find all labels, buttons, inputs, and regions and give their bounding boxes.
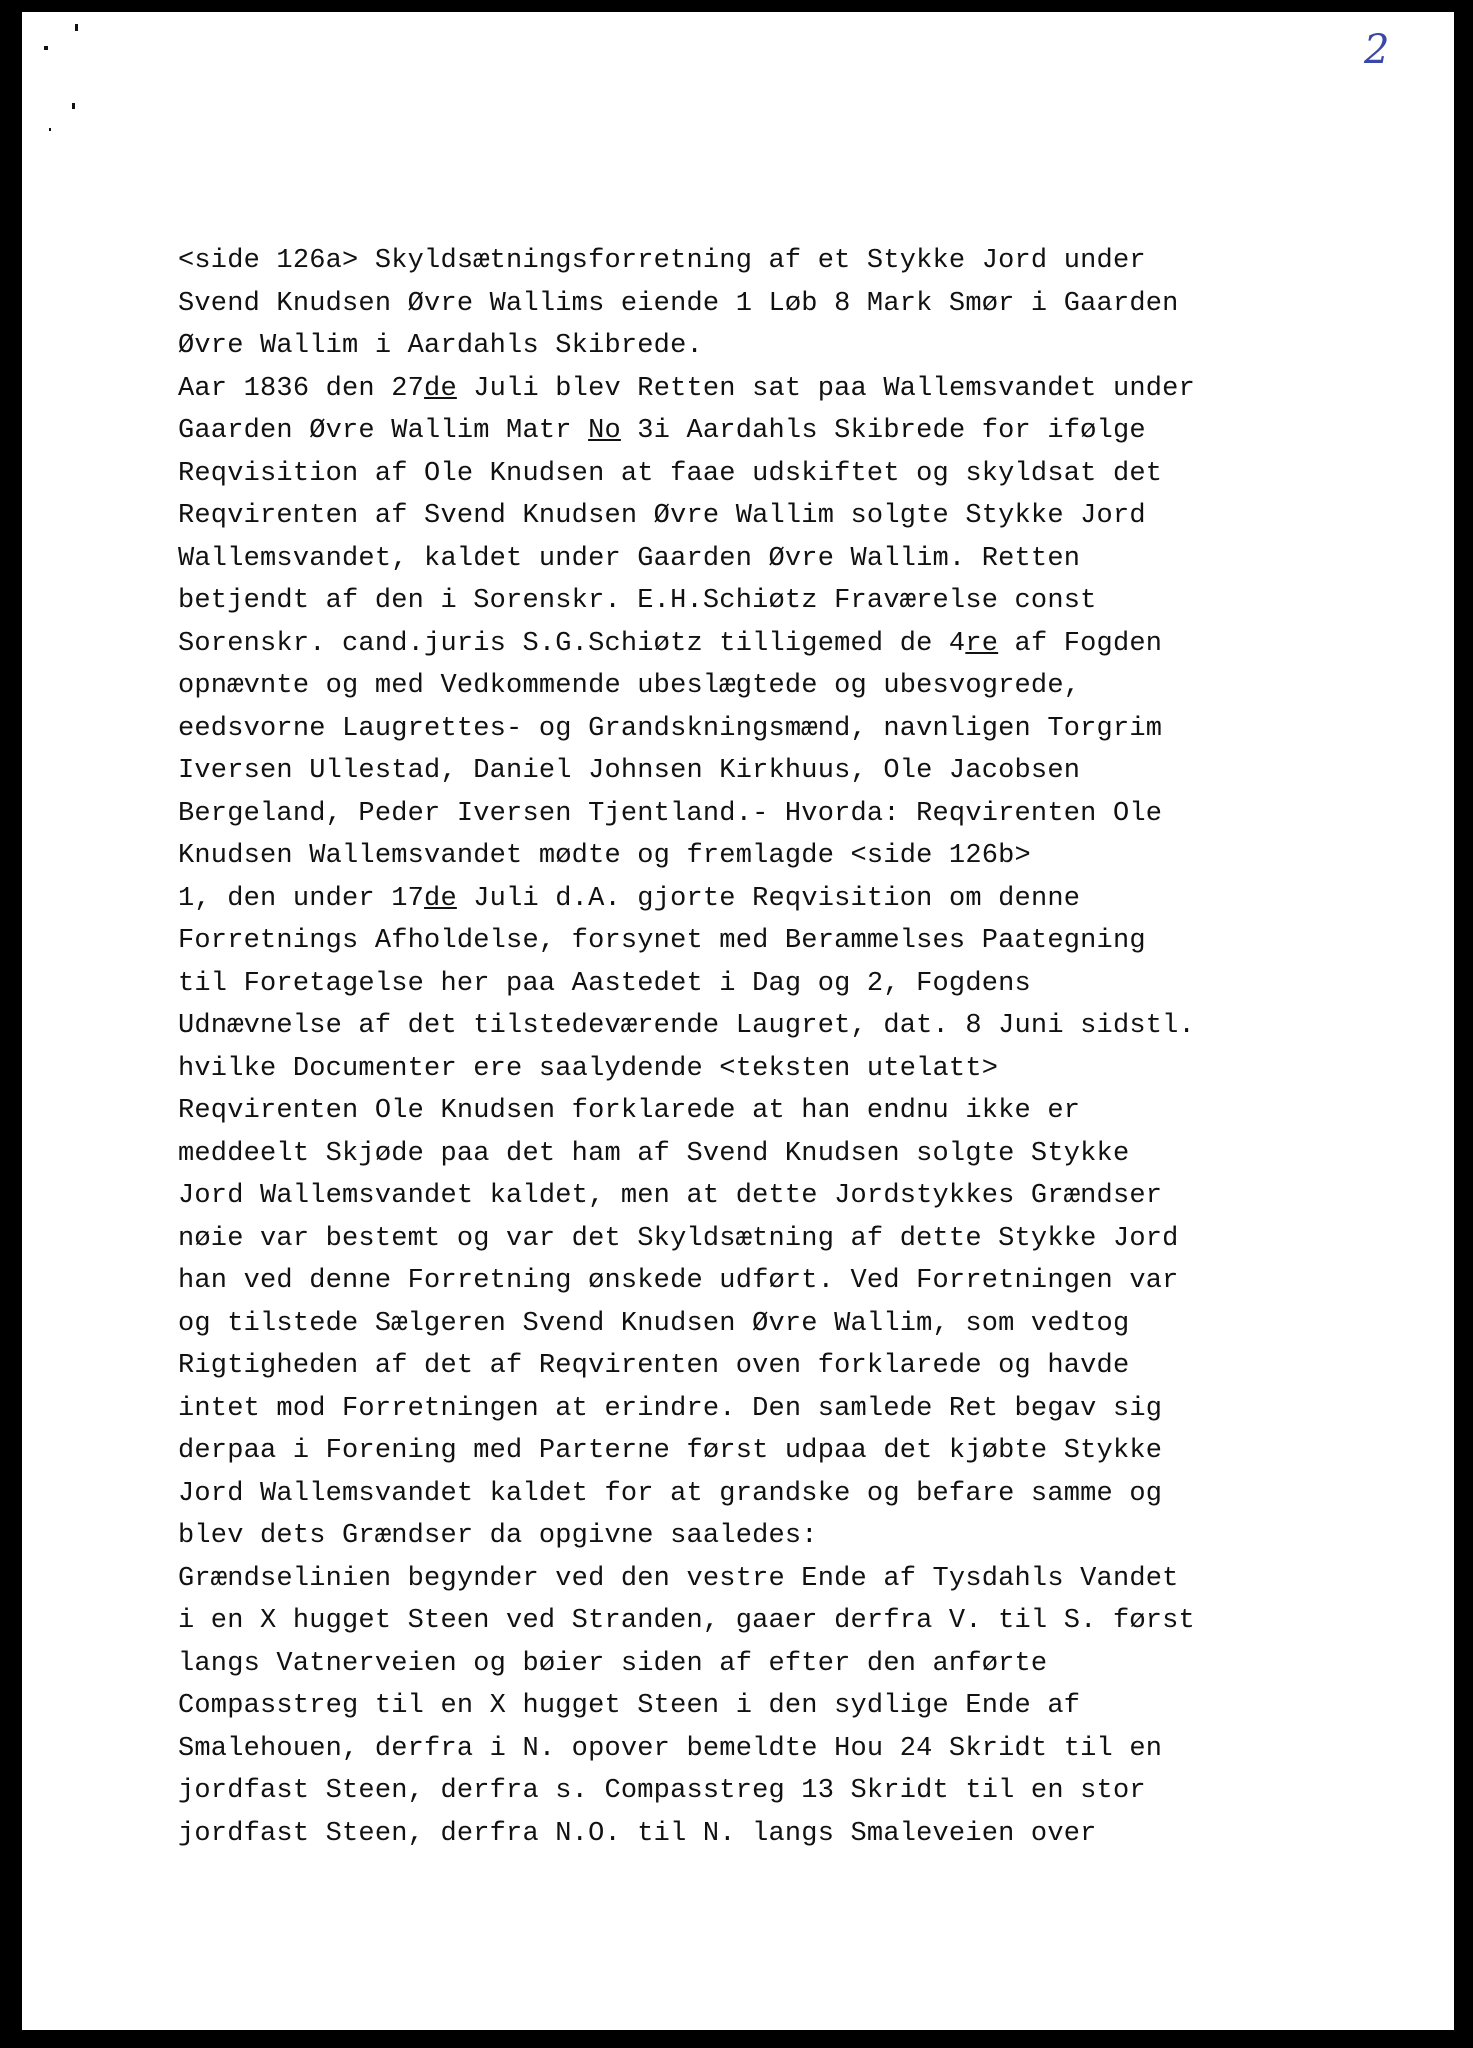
text-line — [178, 793, 1195, 836]
line-text: hvilke Documenter ere saalydende <teksten utelatt> — [178, 1053, 999, 1084]
line-text: Rigtigheden af det af Reqvirenten oven forklarede og havde — [178, 1351, 1130, 1381]
line-text: og tilstede Sælgeren Svend Knudsen Øvre Wallim, som vedtog — [178, 1308, 1130, 1339]
line-text-continued: Juli blev Retten sat paa Wallemsvandet under — [456, 373, 1195, 404]
text-line — [178, 538, 1195, 581]
text-line — [178, 1303, 1195, 1346]
line-text: Øvre Wallim i Aardahls Skibrede. — [178, 331, 703, 361]
line-text: til Foretagelse her paa Aastedet i Dag og 2, Fogdens — [178, 968, 1031, 999]
text-line — [178, 1090, 1195, 1133]
text-line — [178, 1388, 1195, 1431]
text-line — [178, 410, 1195, 453]
line-text: <side 126a> Skyldsætningsforretning af et Stykke Jord under — [178, 246, 1146, 276]
line-text: Udnævnelse af det tilstedeværende Laugret, dat. 8 Juni sidstl. — [178, 1011, 1195, 1041]
text-line — [178, 1813, 1195, 1856]
text-line — [178, 963, 1195, 1006]
text-line — [178, 1558, 1195, 1601]
line-text: i en X hugget Steen ved Stranden, gaaer derfra V. til S. først — [178, 1606, 1195, 1636]
text-line — [178, 1133, 1195, 1176]
line-text: langs Vatnerveien og bøier siden af efter den anførte — [178, 1648, 1048, 1679]
line-text: Smalehouen, derfra i N. opover bemeldte Hou 24 Skridt til en — [178, 1733, 1163, 1764]
line-text: Reqvirenten Ole Knudsen forklarede at han endnu ikke er — [178, 1096, 1081, 1126]
line-text: Reqvirenten af Svend Knudsen Øvre Wallim solgte Stykke Jord — [178, 501, 1146, 531]
text-line — [178, 240, 1195, 283]
text-line — [178, 1600, 1195, 1643]
line-text: jordfast Steen, derfra N.O. til N. langs Smaleveien over — [178, 1818, 1097, 1849]
line-text-continued: Juli d.A. gjorte Reqvisition om denne — [456, 883, 1081, 914]
text-line — [178, 1345, 1195, 1388]
line-text: opnævnte og med Vedkommende ubeslægtede og ubesvogrede, — [178, 671, 1081, 701]
text-line — [178, 1685, 1195, 1728]
text-line — [178, 325, 1195, 368]
text-line — [178, 665, 1195, 708]
text-line — [178, 1770, 1195, 1813]
scan-speck — [44, 46, 48, 50]
text-line — [178, 453, 1195, 496]
text-line — [178, 623, 1195, 666]
text-line — [178, 1048, 1195, 1091]
scan-speck — [72, 103, 75, 109]
text-line — [178, 1218, 1195, 1261]
line-text: Jord Wallemsvandet kaldet for at grandske og befare samme og — [178, 1478, 1163, 1509]
text-line — [178, 495, 1195, 538]
line-text: derpaa i Forening med Parterne først udpaa det kjøbte Stykke — [178, 1436, 1163, 1466]
line-text-continued: 3i Aardahls Skibrede for ifølge — [620, 416, 1146, 446]
text-line — [178, 708, 1195, 751]
text-line — [178, 1430, 1195, 1473]
line-text: meddeelt Skjøde paa det ham af Svend Knudsen solgte Stykke — [178, 1138, 1130, 1169]
line-text: blev dets Grændser da opgivne saaledes: — [178, 1521, 818, 1551]
line-text: nøie var bestemt og var det Skyldsætning af dette Stykke Jord — [178, 1223, 1179, 1254]
line-text: Gaarden Øvre Wallim Matr — [178, 416, 589, 446]
handwritten-page-number: 2 — [1364, 27, 1390, 73]
text-line — [178, 580, 1195, 623]
text-line — [178, 1643, 1195, 1686]
underlined-superscript-abbrev: de — [424, 883, 457, 914]
text-line — [178, 878, 1195, 921]
line-text: Forretnings Afholdelse, forsynet med Berammelses Paategning — [178, 926, 1146, 956]
line-text: han ved denne Forretning ønskede udført. Ved Forretningen var — [178, 1266, 1179, 1296]
line-text: Compasstreg til en X hugget Steen i den sydlige Ende af — [178, 1691, 1081, 1721]
line-text: Sorenskr. cand.juris S.G.Schiøtz tilligemed de 4 — [178, 628, 966, 659]
scan-speck — [75, 24, 78, 31]
text-line — [178, 1728, 1195, 1771]
text-line — [178, 750, 1195, 793]
text-line — [178, 920, 1195, 963]
text-line — [178, 835, 1195, 878]
underlined-superscript-abbrev: No — [588, 416, 621, 446]
text-line — [178, 1515, 1195, 1558]
text-line — [178, 1005, 1195, 1048]
line-text: jordfast Steen, derfra s. Compasstreg 13 Skridt til en stor — [178, 1776, 1146, 1806]
line-text: betjendt af den i Sorenskr. E.H.Schiøtz Fraværelse const — [178, 586, 1097, 616]
line-text: Svend Knudsen Øvre Wallims eiende 1 Løb 8 Mark Smør i Gaarden — [178, 288, 1179, 319]
line-text: Jord Wallemsvandet kaldet, men at dette Jordstykkes Grændser — [178, 1181, 1163, 1211]
line-text: Iversen Ullestad, Daniel Johnsen Kirkhuus, Ole Jacobsen — [178, 756, 1081, 786]
transcription-text — [178, 240, 1195, 1855]
text-line — [178, 1473, 1195, 1516]
line-text: Wallemsvandet, kaldet under Gaarden Øvre Wallim. Retten — [178, 543, 1081, 574]
line-text: Aar 1836 den 27 — [178, 373, 425, 404]
line-text: Grændselinien begynder ved den vestre Ende af Tysdahls Vandet — [178, 1563, 1179, 1594]
line-text: Bergeland, Peder Iversen Tjentland.- Hvorda: Reqvirenten Ole — [178, 798, 1163, 829]
line-text: 1, den under 17 — [178, 883, 425, 914]
line-text: eedsvorne Laugrettes- og Grandskningsmænd, navnligen Torgrim — [178, 713, 1163, 744]
underlined-superscript-abbrev: de — [424, 373, 457, 404]
text-line — [178, 1260, 1195, 1303]
underlined-superscript-abbrev: re — [965, 628, 999, 659]
text-line — [178, 1175, 1195, 1218]
line-text: intet mod Forretningen at erindre. Den samlede Ret begav sig — [178, 1393, 1163, 1424]
line-text: Knudsen Wallemsvandet mødte og fremlagde <side 126b> — [178, 841, 1031, 871]
text-line — [178, 368, 1195, 411]
line-text: Reqvisition af Ole Knudsen at faae udskiftet og skyldsat det — [178, 458, 1163, 489]
scan-speck — [49, 128, 51, 131]
text-line — [178, 283, 1195, 326]
line-text-continued: af Fogden — [998, 628, 1163, 659]
